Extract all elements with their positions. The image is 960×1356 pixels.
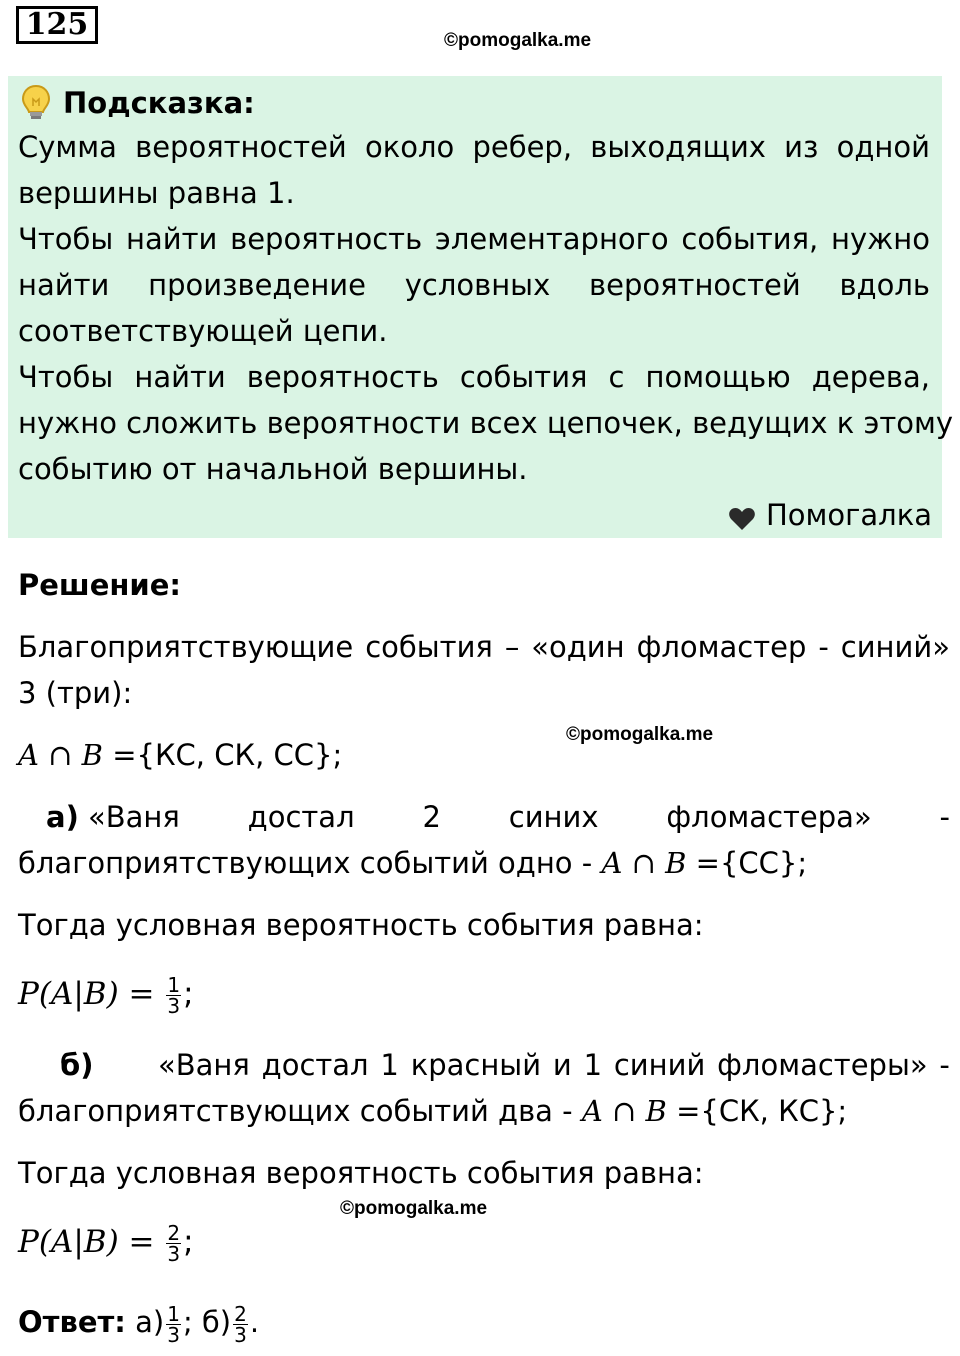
formula-a: P(A|B) = $\frac{1}{3}$ ; — [18, 973, 194, 1018]
favorable-line1: Благоприятствующие события – «один фломастер - синий» — [18, 630, 950, 664]
part-b-line2: благоприятствующих событий два - A ∩ B ={СК, КС}; — [18, 1094, 848, 1128]
watermark-bottom: ©pomogalka.me — [340, 1198, 488, 1219]
task-number: 125 — [16, 6, 98, 44]
part-b-label: б) — [60, 1048, 94, 1082]
watermark-top: ©pomogalka.me — [444, 30, 592, 51]
hint-p2-line2: найти произведение условных вероятностей вдоль — [18, 268, 930, 302]
hint-signature: Помогалка — [766, 498, 932, 532]
formula-b: P(A|B) = $\frac{2}{3}$ ; — [18, 1221, 194, 1266]
hint-p1-line1: Сумма вероятностей около ребер, выходящих из одной — [18, 130, 930, 164]
conditional-text-b: Тогда условная вероятность события равна: — [18, 1156, 704, 1190]
hint-p2-line3: соответствующей цепи. — [18, 314, 388, 348]
hint-p1-line2: вершины равна 1. — [18, 176, 295, 210]
fraction-b: $\frac{2}{3}$ — [167, 1221, 181, 1266]
hint-p3-line3: событию от начальной вершины. — [18, 452, 528, 486]
answer-fraction-b: $\frac{2}{3}$ — [234, 1301, 247, 1347]
part-a-line2: благоприятствующих событий одно - A ∩ B ={СС}; — [18, 846, 808, 880]
conditional-text-a: Тогда условная вероятность события равна: — [18, 908, 704, 942]
heart-icon — [728, 506, 756, 532]
solution-heading: Решение: — [18, 568, 182, 602]
lightbulb-icon — [20, 84, 52, 122]
hint-p2-line1: Чтобы найти вероятность элементарного события, нужно — [18, 222, 930, 256]
hint-title: Подсказка: — [63, 86, 255, 120]
fraction-a: $\frac{1}{3}$ — [167, 973, 181, 1018]
part-a-label: а) — [46, 800, 79, 834]
answer-fraction-a: $\frac{1}{3}$ — [167, 1301, 180, 1347]
hint-p3-line1: Чтобы найти вероятность события с помощью дерева, — [18, 360, 930, 394]
answer-line: Ответ: а) $\frac{1}{3}$ ; б) $\frac{2}{3}$ . — [18, 1301, 260, 1347]
hint-p3-line2: нужно сложить вероятности всех цепочек, ведущих к этому — [18, 406, 954, 440]
part-a-line1: «Ваня достал 2 синих фломастера» - — [88, 800, 950, 834]
part-b-line1: «Ваня достал 1 красный и 1 синий фломастеры» - — [158, 1048, 950, 1082]
watermark-middle: ©pomogalka.me — [566, 724, 714, 745]
set-intersection-line: A ∩ B ={КС, СК, СС}; — [18, 738, 343, 772]
favorable-line2: 3 (три): — [18, 676, 133, 710]
